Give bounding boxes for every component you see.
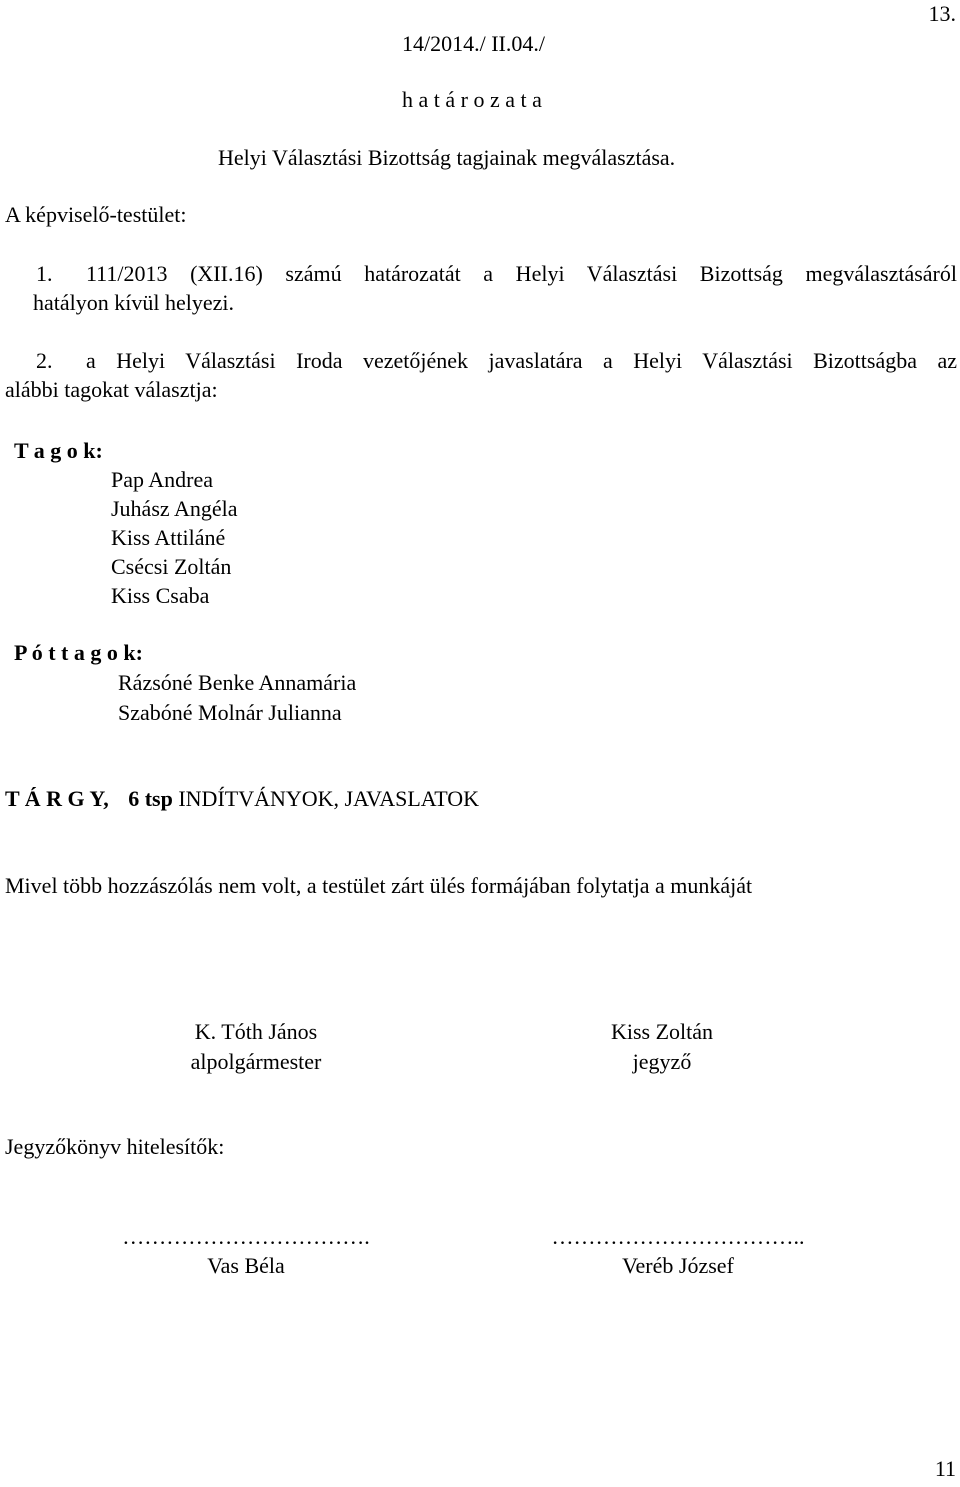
resolution-subject: Helyi Választási Bizottság tagjainak megválasztása. <box>218 145 676 170</box>
members-list <box>111 465 237 610</box>
item-text-continuation: alábbi tagokat választja: <box>5 376 218 402</box>
members-heading: T a g o k: <box>14 438 103 463</box>
substitutes-list <box>118 668 356 728</box>
closing-text: Mivel több hozzászólás nem volt, a testület zárt ülés formájában folytatja a munkáját <box>5 873 753 898</box>
substitute-name: Szabóné Molnár Julianna <box>118 700 342 725</box>
authenticator-name: Veréb József <box>622 1253 734 1278</box>
agenda-line <box>5 785 479 814</box>
signatory-title: jegyző <box>632 1049 692 1074</box>
member-name: Csécsi Zoltán <box>111 554 232 579</box>
substitutes-heading: P ó t t a g o k: <box>14 640 143 665</box>
signatory-name: Kiss Zoltán <box>610 1019 714 1044</box>
signatory-1 <box>156 1017 356 1077</box>
item-text: 111/2013 (XII.16) számú határozatát a Helyi Választási Bizottság megválasztásáról <box>86 261 957 286</box>
agenda-title: INDÍTVÁNYOK, JAVASLATOK <box>178 786 480 811</box>
member-name: Kiss Csaba <box>111 583 210 608</box>
authenticator-1 <box>94 1222 398 1280</box>
resolution-heading: h a t á r o z a t a <box>402 87 542 112</box>
substitute-name: Rázsóné Benke Annamária <box>118 670 357 695</box>
signature-line: ……………………………. <box>122 1224 370 1249</box>
authenticator-name: Vas Béla <box>207 1253 285 1278</box>
item-text-continuation: hatályon kívül helyezi. <box>33 289 234 315</box>
signatory-title: alpolgármester <box>190 1049 322 1074</box>
member-name: Pap Andrea <box>111 467 214 492</box>
item-number: 1. <box>36 261 53 286</box>
authenticator-2 <box>526 1222 830 1280</box>
agenda-item: 6 tsp <box>128 786 173 811</box>
authenticators-heading: Jegyzőkönyv hitelesítők: <box>5 1134 225 1159</box>
member-name: Kiss Attiláné <box>111 525 226 550</box>
item-text: a Helyi Választási Iroda vezetőjének javaslatára a Helyi Választási Bizottságba az <box>86 348 957 373</box>
resolution-item-2 <box>5 347 957 404</box>
page-number: 11 <box>934 1456 956 1481</box>
signature-line: …………………………….. <box>551 1224 805 1249</box>
signatory-2 <box>562 1017 762 1077</box>
signatory-name: K. Tóth János <box>194 1019 318 1044</box>
resolution-number: 14/2014./ II.04./ <box>402 31 545 56</box>
intro-text: A képviselő-testület: <box>5 202 187 227</box>
resolution-item-1 <box>5 260 957 317</box>
member-name: Juhász Angéla <box>111 496 238 521</box>
page-marker: 13. <box>928 1 956 26</box>
item-number: 2. <box>36 348 53 373</box>
agenda-label: T Á R G Y, <box>5 786 109 811</box>
